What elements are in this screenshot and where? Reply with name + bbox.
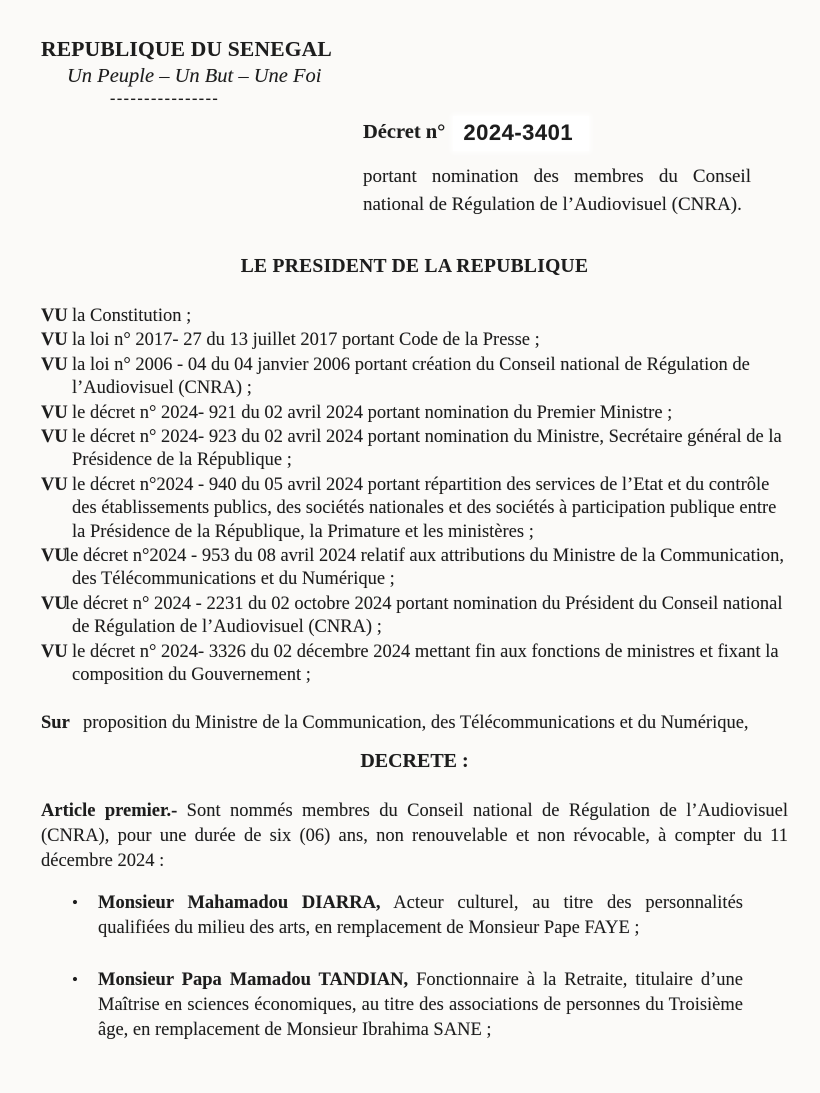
article-premier bbox=[41, 799, 788, 874]
vu-label: VU bbox=[41, 427, 68, 448]
members-list bbox=[72, 890, 743, 1043]
sur-proposition-line bbox=[41, 712, 788, 735]
vu-label: VU bbox=[41, 402, 68, 423]
member-text: Acteur culturel, au titre des personnalités qualifiées du milieu des arts, en remplacement de Monsieur Pape FAYE ; bbox=[98, 892, 743, 938]
member-text: Fonctionnaire à la Retraite, titulaire d’une Maîtrise en sciences économiques, au titre des associations de personnes du Troisième âge, en remplacement de Monsieur Ibrahima SANE ; bbox=[98, 969, 743, 1040]
member-name: Monsieur Mahamadou DIARRA, bbox=[98, 892, 381, 913]
bullet-icon: • bbox=[72, 969, 78, 989]
vu-text: le décret n° 2024- 923 du 02 avril 2024 portant nomination du Ministre, Secrétaire général de la Présidence de la République ; bbox=[72, 427, 782, 471]
vu-item bbox=[41, 545, 788, 592]
vu-item bbox=[41, 474, 788, 544]
vu-item bbox=[41, 426, 788, 473]
vu-label: VU bbox=[41, 593, 68, 614]
vu-label: VU bbox=[41, 306, 68, 326]
article-label: Article premier.- bbox=[41, 800, 178, 821]
vu-text: la loi n° 2006 - 04 du 04 janvier 2006 portant création du Conseil national de Régulation de l’Audiovisuel (CNRA) ; bbox=[72, 354, 750, 399]
president-heading: LE PRESIDENT DE LA REPUBLIQUE bbox=[240, 256, 589, 277]
vu-text: le décret n° 2024- 921 du 02 avril 2024 portant nomination du Premier Ministre ; bbox=[72, 402, 673, 423]
decrete-heading: DECRETE : bbox=[360, 749, 469, 772]
vu-item bbox=[41, 641, 788, 688]
vu-text: le décret n° 2024 - 2231 du 02 octobre 2024 portant nomination du Président du Conseil national de Régulation de l’Audiovisuel (CNRA) ; bbox=[65, 593, 783, 638]
vu-item bbox=[41, 402, 788, 425]
vu-label: VU bbox=[41, 330, 68, 351]
document-header bbox=[41, 36, 788, 106]
decree-subject: portant nomination des membres du Conseil national de Régulation de l’Audiovisuel (CNRA). bbox=[363, 166, 751, 215]
vu-text: le décret n° 2024- 3326 du 02 décembre 2024 mettant fin aux fonctions de ministres et fixant la composition du Gouvernement ; bbox=[72, 641, 779, 686]
vu-label: VU bbox=[41, 474, 68, 495]
vu-label: VU bbox=[41, 354, 68, 375]
vu-label: VU bbox=[41, 546, 68, 567]
vu-text: le décret n°2024 - 940 du 05 avril 2024 portant répartition des services de l’Etat et du contrôle des établissements publics, des sociétés nationales et des sociétés à participation publique entre la Présidence de la République, la Primature et les ministères ; bbox=[72, 474, 777, 542]
member-name: Monsieur Papa Mamadou TANDIAN, bbox=[98, 969, 409, 990]
decree-head bbox=[363, 116, 751, 219]
article-text: Sont nommés membres du Conseil national de Régulation de l’Audiovisuel (CNRA), pour une durée de six (06) ans, non renouvelable et non révocable, à compter du 11 décembre 2024 : bbox=[41, 800, 789, 871]
vu-item bbox=[41, 329, 788, 352]
member-item bbox=[72, 967, 743, 1043]
vu-label: VU bbox=[41, 641, 68, 662]
sur-label: Sur bbox=[41, 712, 70, 733]
vu-text: la loi n° 2017- 27 du 13 juillet 2017 portant Code de la Presse ; bbox=[72, 330, 540, 351]
bullet-icon: • bbox=[72, 892, 78, 912]
vu-text: le décret n°2024 - 953 du 08 avril 2024 relatif aux attributions du Ministre de la Communication, des Télécommunications et du Numérique ; bbox=[65, 546, 784, 590]
dashed-divider: ---------------- bbox=[110, 90, 220, 107]
member-item bbox=[72, 890, 743, 941]
vu-item bbox=[41, 593, 788, 640]
national-motto: Un Peuple – Un But – Une Foi bbox=[67, 65, 322, 87]
vu-item bbox=[41, 354, 788, 401]
decree-number-line bbox=[363, 116, 751, 151]
decree-number: 2024-3401 bbox=[453, 116, 589, 151]
vu-item bbox=[41, 305, 788, 328]
vu-text: la Constitution ; bbox=[72, 306, 192, 326]
republic-title: REPUBLIQUE DU SENEGAL bbox=[41, 37, 332, 61]
vu-list bbox=[41, 305, 788, 688]
sur-text: proposition du Ministre de la Communication, des Télécommunications et du Numérique, bbox=[83, 712, 749, 733]
decree-label: Décret n° bbox=[363, 121, 446, 143]
